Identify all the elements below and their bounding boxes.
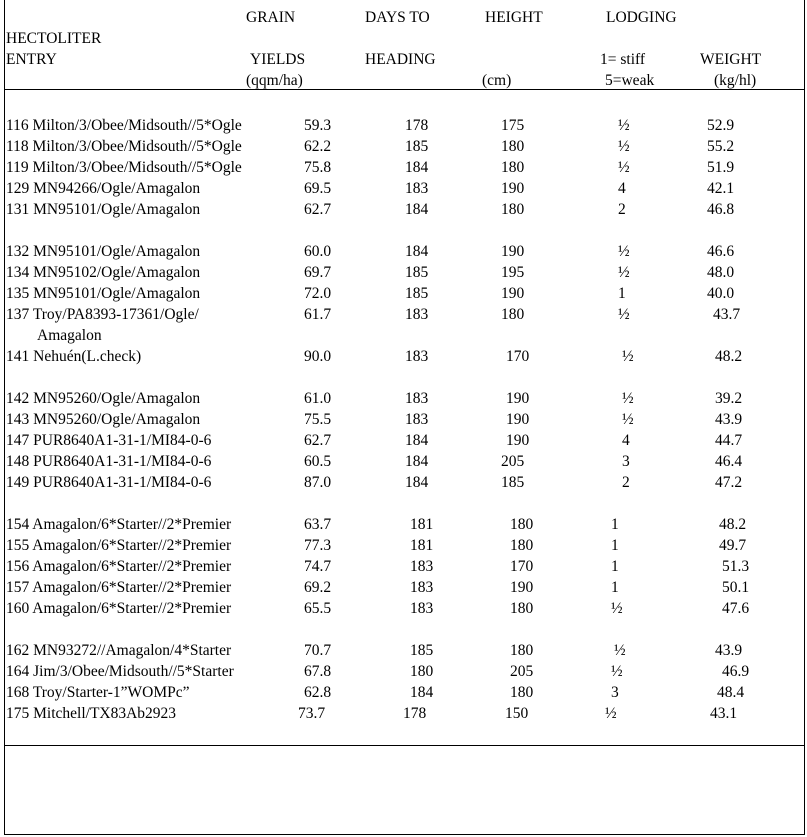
height-cell: 180 [501, 159, 525, 176]
yield-cell: 75.5 [304, 411, 332, 428]
entry-cell: 135 MN95101/Ogle/Amagalon [6, 285, 201, 302]
entry-cell: 147 PUR8640A1-31-1/MI84-0-6 [6, 432, 212, 449]
lodging-cell: ½ [614, 642, 626, 659]
table-row [0, 243, 807, 264]
weight-cell: 49.7 [719, 537, 747, 554]
entry-cell: 155 Amagalon/6*Starter//2*Premier [6, 537, 232, 554]
table-row [0, 432, 807, 453]
weight-cell: 46.6 [707, 243, 735, 260]
height-cell: 180 [510, 642, 534, 659]
table-row [0, 684, 807, 705]
entry-cell: 116 Milton/3/Obee/Midsouth//5*Ogle [6, 117, 242, 134]
weight-cell: 39.2 [715, 390, 743, 407]
entry-cell: 132 MN95101/Ogle/Amagalon [6, 243, 201, 260]
height-cell: 190 [501, 285, 525, 302]
weight-cell: 46.4 [715, 453, 743, 470]
yield-cell: 69.2 [304, 579, 332, 596]
heading-cell: 183 [410, 558, 434, 575]
height-cell: 185 [501, 474, 525, 491]
table-row [0, 516, 807, 537]
col-header-days-to: DAYS TO [365, 9, 430, 26]
heading-cell: 183 [405, 390, 429, 407]
yield-cell: 65.5 [304, 600, 332, 617]
lodging-cell: ½ [618, 159, 630, 176]
col-header-yields: YIELDS [250, 51, 306, 68]
table-row [0, 663, 807, 684]
entry-cell: 137 Troy/PA8393-17361/Ogle/ [6, 306, 199, 323]
heading-cell: 183 [405, 306, 429, 323]
lodging-cell: ½ [611, 663, 623, 680]
heading-cell: 181 [410, 537, 434, 554]
weight-cell: 52.9 [707, 117, 735, 134]
weight-cell: 55.2 [707, 138, 735, 155]
entry-cell: 168 Troy/Starter-1”WOMPc” [6, 684, 190, 701]
entry-cell: 141 Nehuén(L.check) [6, 348, 142, 365]
weight-cell: 46.9 [722, 663, 750, 680]
heading-cell: 184 [405, 474, 429, 491]
lodging-cell: ½ [622, 411, 634, 428]
height-cell: 190 [501, 180, 525, 197]
heading-cell: 184 [405, 432, 429, 449]
table-row [0, 390, 807, 411]
lodging-cell: 4 [618, 180, 626, 197]
height-cell: 180 [510, 516, 534, 533]
yield-cell: 63.7 [304, 516, 332, 533]
weight-cell: 46.8 [707, 201, 735, 218]
weight-cell: 40.0 [707, 285, 735, 302]
height-cell: 180 [501, 306, 525, 323]
table-row [0, 600, 807, 621]
lodging-cell: ½ [622, 390, 634, 407]
height-cell: 170 [510, 558, 534, 575]
weight-cell: 51.3 [722, 558, 750, 575]
yield-cell: 61.7 [304, 306, 332, 323]
height-cell: 180 [510, 600, 534, 617]
entry-cell: 129 MN94266/Ogle/Amagalon [6, 180, 201, 197]
weight-cell: 44.7 [715, 432, 743, 449]
entry-cell: 160 Amagalon/6*Starter//2*Premier [6, 600, 232, 617]
height-cell: 190 [506, 432, 530, 449]
height-cell: 180 [510, 537, 534, 554]
yield-cell: 90.0 [304, 348, 332, 365]
entry-cell: 157 Amagalon/6*Starter//2*Premier [6, 579, 232, 596]
height-cell: 195 [501, 264, 525, 281]
heading-cell: 184 [410, 684, 434, 701]
yield-cell: 72.0 [304, 285, 332, 302]
lodging-cell: 2 [618, 201, 626, 218]
heading-cell: 178 [403, 705, 427, 722]
weight-cell: 47.6 [722, 600, 750, 617]
yield-cell: 61.0 [304, 390, 332, 407]
weight-cell: 50.1 [722, 579, 750, 596]
entry-cell: 119 Milton/3/Obee/Midsouth//5*Ogle [6, 159, 242, 176]
heading-cell: 183 [405, 348, 429, 365]
lodging-cell: 3 [611, 684, 619, 701]
entry-cell: 118 Milton/3/Obee/Midsouth//5*Ogle [6, 138, 242, 155]
yield-cell: 60.0 [304, 243, 332, 260]
table-row [0, 138, 807, 159]
weight-cell: 42.1 [707, 180, 735, 197]
lodging-cell: ½ [618, 264, 630, 281]
yield-cell: 77.3 [304, 537, 332, 554]
height-cell: 190 [501, 243, 525, 260]
lodging-cell: 1 [611, 516, 619, 533]
col-header-heading: HEADING [365, 51, 436, 68]
heading-cell: 185 [405, 285, 429, 302]
weight-cell: 43.7 [713, 306, 741, 323]
table-row [0, 285, 807, 306]
lodging-cell: ½ [618, 306, 630, 323]
col-header-entry: ENTRY [6, 51, 57, 68]
table-row [0, 201, 807, 222]
heading-cell: 178 [405, 117, 429, 134]
heading-cell: 183 [405, 180, 429, 197]
heading-cell: 183 [410, 600, 434, 617]
footer-rule [4, 745, 804, 746]
entry-cell: 142 MN95260/Ogle/Amagalon [6, 390, 201, 407]
yield-cell: 73.7 [298, 705, 326, 722]
table-row [0, 180, 807, 201]
table-row [0, 642, 807, 663]
table-row [0, 705, 807, 726]
heading-cell: 185 [405, 264, 429, 281]
table-row [0, 411, 807, 432]
height-cell: 180 [501, 201, 525, 218]
col-header-height: HEIGHT [485, 9, 543, 26]
height-cell: 170 [506, 348, 530, 365]
heading-cell: 185 [410, 642, 434, 659]
entry-cell: 148 PUR8640A1-31-1/MI84-0-6 [6, 453, 212, 470]
lodging-cell: ½ [618, 117, 630, 134]
entry-cell: 134 MN95102/Ogle/Amagalon [6, 264, 201, 281]
yield-cell: 62.8 [304, 684, 332, 701]
heading-cell: 184 [405, 453, 429, 470]
entry-cell: 156 Amagalon/6*Starter//2*Premier [6, 558, 232, 575]
lodging-cell: 1 [611, 579, 619, 596]
yield-cell: 60.5 [304, 453, 332, 470]
heading-cell: 184 [405, 243, 429, 260]
heading-cell: 184 [405, 201, 429, 218]
heading-cell: 180 [410, 663, 434, 680]
table-row [0, 579, 807, 600]
entry-cell: 131 MN95101/Ogle/Amagalon [6, 201, 201, 218]
lodging-cell: ½ [605, 705, 617, 722]
entry-cell-continuation: Amagalon [37, 327, 102, 344]
col-header-yield-unit: (qqm/ha) [246, 72, 303, 89]
yield-cell: 87.0 [304, 474, 332, 491]
entry-cell: 175 Mitchell/TX83Ab2923 [6, 705, 177, 722]
weight-cell: 51.9 [707, 159, 735, 176]
yield-cell: 62.7 [304, 201, 332, 218]
yield-cell: 75.8 [304, 159, 332, 176]
height-cell: 150 [505, 705, 529, 722]
lodging-cell: ½ [611, 600, 623, 617]
heading-cell: 183 [405, 411, 429, 428]
table-row [0, 453, 807, 474]
entry-cell: 143 MN95260/Ogle/Amagalon [6, 411, 201, 428]
lodging-cell: ½ [618, 243, 630, 260]
entry-cell: 162 MN93272//Amagalon/4*Starter [6, 642, 232, 659]
yield-cell: 62.7 [304, 432, 332, 449]
entry-cell: 164 Jim/3/Obee/Midsouth//5*Starter [6, 663, 234, 680]
table-row [0, 117, 807, 138]
yield-cell: 69.7 [304, 264, 332, 281]
col-header-grain: GRAIN [246, 9, 296, 26]
weight-cell: 48.0 [707, 264, 735, 281]
lodging-cell: 1 [611, 537, 619, 554]
weight-cell: 43.9 [715, 411, 743, 428]
weight-cell: 48.2 [715, 348, 743, 365]
weight-cell: 43.1 [710, 705, 738, 722]
lodging-cell: 2 [622, 474, 630, 491]
entry-cell: 149 PUR8640A1-31-1/MI84-0-6 [6, 474, 212, 491]
table-row [0, 537, 807, 558]
weight-cell: 47.2 [715, 474, 743, 491]
yield-cell: 59.3 [304, 117, 332, 134]
height-cell: 190 [510, 579, 534, 596]
yield-cell: 74.7 [304, 558, 332, 575]
col-header-weight: WEIGHT [700, 51, 762, 68]
height-cell: 205 [510, 663, 534, 680]
yield-cell: 70.7 [304, 642, 332, 659]
weight-cell: 43.9 [715, 642, 743, 659]
table-row [0, 159, 807, 180]
yield-cell: 69.5 [304, 180, 332, 197]
header-rule [4, 89, 804, 90]
table-row [0, 474, 807, 495]
heading-cell: 183 [410, 579, 434, 596]
height-cell: 190 [506, 390, 530, 407]
height-cell: 175 [501, 117, 525, 134]
col-header-lodging-weak: 5=weak [605, 72, 655, 89]
yield-cell: 67.8 [304, 663, 332, 680]
heading-cell: 181 [410, 516, 434, 533]
table-row [0, 558, 807, 579]
table-row [0, 348, 807, 369]
col-header-height-unit: (cm) [482, 72, 512, 89]
heading-cell: 185 [405, 138, 429, 155]
lodging-cell: ½ [622, 348, 634, 365]
heading-cell: 184 [405, 159, 429, 176]
lodging-cell: ½ [618, 138, 630, 155]
weight-cell: 48.4 [717, 684, 745, 701]
height-cell: 180 [510, 684, 534, 701]
height-cell: 205 [501, 453, 525, 470]
weight-cell: 48.2 [719, 516, 747, 533]
col-header-lodging-stiff: 1= stiff [600, 51, 646, 68]
yield-cell: 62.2 [304, 138, 332, 155]
lodging-cell: 1 [611, 558, 619, 575]
lodging-cell: 4 [622, 432, 630, 449]
height-cell: 180 [501, 138, 525, 155]
table-row [0, 306, 807, 344]
col-header-weight-unit: (kg/hl) [714, 72, 757, 89]
col-header-hectoliter: HECTOLITER [6, 30, 102, 47]
lodging-cell: 1 [618, 285, 626, 302]
entry-cell: 154 Amagalon/6*Starter//2*Premier [6, 516, 232, 533]
lodging-cell: 3 [622, 453, 630, 470]
height-cell: 190 [506, 411, 530, 428]
table-row [0, 264, 807, 285]
col-header-lodging: LODGING [606, 9, 677, 26]
